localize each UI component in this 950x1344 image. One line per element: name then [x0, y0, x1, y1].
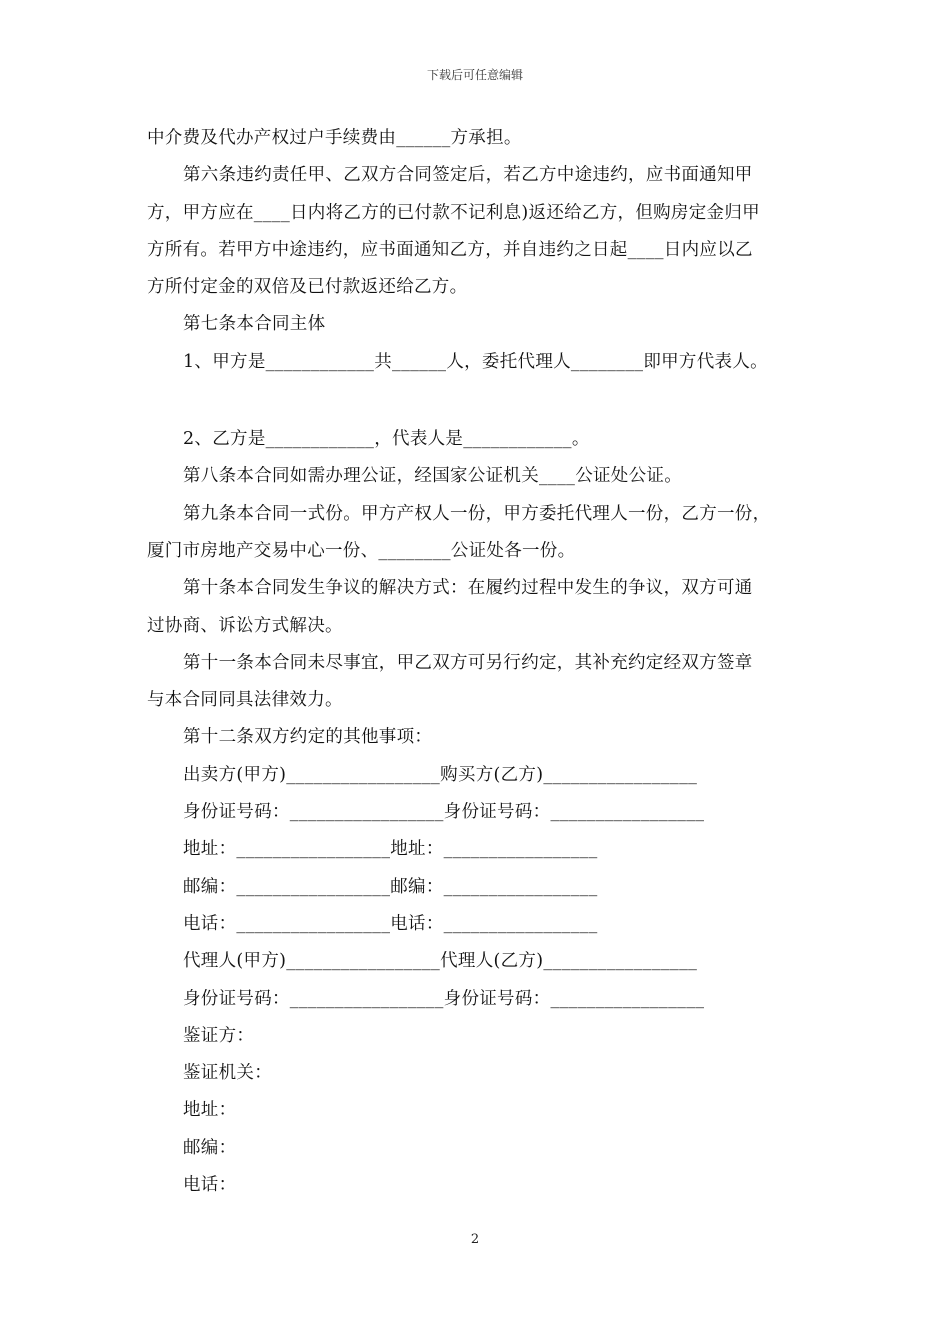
document-body	[147, 120, 807, 1204]
spacer	[147, 381, 807, 421]
page-number: 2	[470, 1232, 480, 1247]
text-line: 方所付定金的双倍及已付款返还给乙方。	[147, 277, 468, 298]
signature-phone: 电话：_________________电话：_________________	[183, 913, 598, 934]
signature-agent-id: 身份证号码：_________________身份证号码：_________________	[183, 988, 705, 1009]
party-b-line: 2、乙方是____________，代表人是____________。	[183, 429, 590, 450]
article-7-heading: 第七条本合同主体	[183, 314, 326, 335]
text-line: 过协商、诉讼方式解决。	[147, 615, 343, 636]
signature-postcode: 邮编：_________________邮编：_________________	[183, 876, 598, 897]
text-line: 厦门市房地产交易中心一份、________公证处各一份。	[147, 540, 576, 561]
text-line: 方，甲方应在____日内将乙方的已付款不记利息)返还给乙方，但购房定金归甲	[147, 202, 760, 223]
witness-address-label: 地址：	[183, 1100, 237, 1121]
text-line: 方所有。若甲方中途违约，应书面通知乙方，并自违约之日起____日内应以乙	[147, 239, 753, 260]
witness-agency-label: 鉴证机关：	[183, 1063, 272, 1084]
article-10-line: 第十条本合同发生争议的解决方式：在履约过程中发生的争议，双方可通	[183, 578, 753, 599]
witness-party-label: 鉴证方：	[183, 1025, 255, 1046]
signature-seller-buyer: 出卖方(甲方)_________________购买方(乙方)_________________	[183, 764, 698, 785]
article-6-line: 第六条违约责任甲、乙双方合同签定后，若乙方中途违约，应书面通知甲	[183, 165, 753, 186]
page-header: 下载后可任意编辑	[426, 68, 523, 82]
article-11-line: 第十一条本合同未尽事宜，甲乙双方可另行约定，其补充约定经双方签章	[183, 652, 753, 673]
witness-postcode-label: 邮编：	[183, 1137, 237, 1158]
signature-agents: 代理人(甲方)_________________代理人(乙方)_________________	[183, 951, 698, 972]
article-9-line: 第九条本合同一式份。甲方产权人一份，甲方委托代理人一份，乙方一份，	[183, 503, 771, 524]
article-8-line: 第八条本合同如需办理公证，经国家公证机关____公证处公证。	[183, 466, 682, 487]
article-12-heading: 第十二条双方约定的其他事项：	[183, 727, 433, 748]
witness-phone-label: 电话：	[183, 1175, 237, 1196]
party-a-line: 1、甲方是____________共______人，委托代理人________即甲方代表人。	[183, 351, 768, 372]
text-line: 中介费及代办产权过户手续费由______方承担。	[147, 128, 522, 148]
signature-address: 地址：_________________地址：_________________	[183, 839, 598, 860]
signature-id-number: 身份证号码：_________________身份证号码：_________________	[183, 802, 705, 823]
text-line: 与本合同同具法律效力。	[147, 690, 343, 711]
